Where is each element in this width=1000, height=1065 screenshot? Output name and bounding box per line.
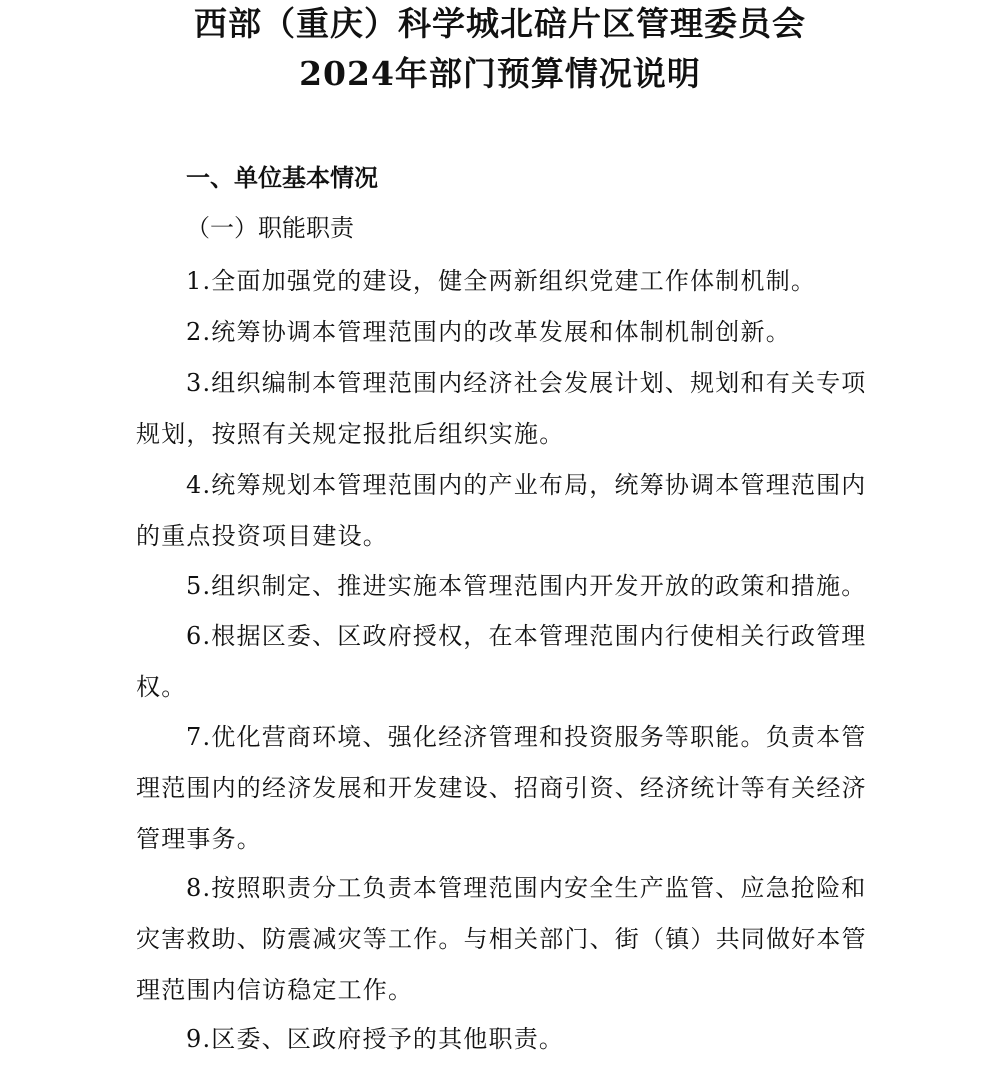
document-title-line-1: 西部（重庆）科学城北碚片区管理委员会 bbox=[194, 4, 806, 43]
duty-item-6: 6.根据区委、区政府授权，在本管理范围内行使相关行政管理权。 bbox=[136, 622, 867, 701]
subsection-heading-duties: （一）职能职责 bbox=[186, 214, 354, 242]
duty-item-8: 8.按照职责分工负责本管理范围内安全生产监管、应急抢险和灾害救助、防震减灾等工作。与相关部门、街（镇）共同做好本管理范围内信访稳定工作。 bbox=[136, 874, 867, 1004]
duty-item-9: 9.区委、区政府授予的其他职责。 bbox=[186, 1025, 565, 1053]
duty-item-4: 4.统筹规划本管理范围内的产业布局，统筹协调本管理范围内的重点投资项目建设。 bbox=[136, 471, 867, 550]
duty-item-7: 7.优化营商环境、强化经济管理和投资服务等职能。负责本管理范围内的经济发展和开发建设、招商引资、经济统计等有关经济管理事务。 bbox=[136, 723, 867, 853]
duty-item-5: 5.组织制定、推进实施本管理范围内开发开放的政策和措施。 bbox=[186, 572, 867, 600]
duty-item-2: 2.统筹协调本管理范围内的改革发展和体制机制创新。 bbox=[186, 318, 791, 346]
duty-item-3: 3.组织编制本管理范围内经济社会发展计划、规划和有关专项规划，按照有关规定报批后组织实施。 bbox=[136, 369, 867, 448]
section-heading-basic-info: 一、单位基本情况 bbox=[186, 163, 378, 192]
duty-item-1: 1.全面加强党的建设，健全两新组织党建工作体制机制。 bbox=[186, 267, 817, 295]
document-title-line-2: 2024年部门预算情况说明 bbox=[299, 54, 701, 93]
